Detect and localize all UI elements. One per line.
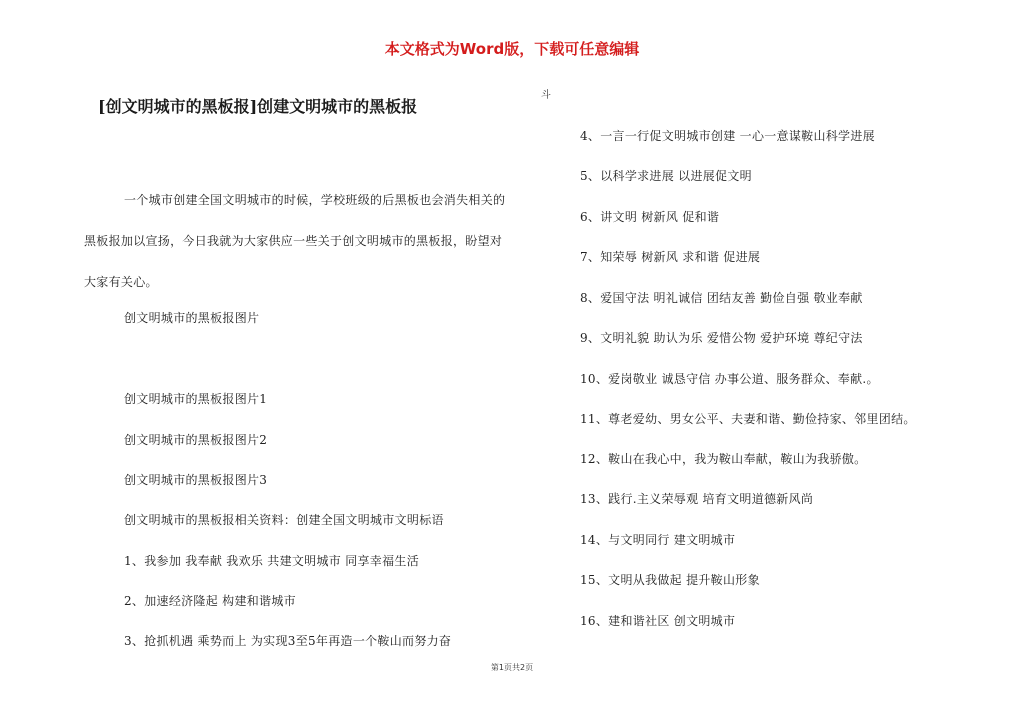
slogan-item: 3、抢抓机遇 乘势而上 为实现3至5年再造一个鞍山而努力奋 (124, 634, 452, 648)
slogan-item: 10、爱岗敬业 诚恳守信 办事公道、服务群众、奉献.。 (580, 372, 879, 386)
slogan-item: 1、我参加 我奉献 我欢乐 共建文明城市 同享幸福生活 (124, 554, 419, 568)
slogan-item: 7、知荣辱 树新风 求和谐 促进展 (580, 250, 761, 264)
slogan-item: 6、讲文明 树新风 促和谐 (580, 210, 720, 224)
intro-paragraph: 一个城市创建全国文明城市的时候，学校班级的后黑板也会消失相关的黑板报加以宣扬，今日我就为大家供应一些关于创文明城市的黑板报，盼望对大家有关心。 (84, 193, 506, 289)
page-number: 第1页共2页 (490, 663, 534, 672)
image-caption-2: 创文明城市的黑板报图片2 (124, 433, 268, 447)
image-caption-1: 创文明城市的黑板报图片1 (124, 392, 268, 406)
slogan-item: 9、文明礼貌 助认为乐 爱惜公物 爱护环境 尊纪守法 (580, 331, 863, 345)
slogan-item: 13、践行.主义荣辱观 培育文明道德新风尚 (580, 492, 814, 506)
slogan-item: 15、文明从我做起 提升鞍山形象 (580, 573, 760, 587)
slogan-item: 2、加速经济隆起 构建和谐城市 (124, 594, 296, 608)
word-format-banner: 本文格式为Word版，下载可任意编辑 (384, 40, 640, 58)
related-material-heading: 创文明城市的黑板报相关资料：创建全国文明城市文明标语 (124, 513, 444, 527)
image-caption-3: 创文明城市的黑板报图片3 (124, 473, 268, 487)
document-title: [创文明城市的黑板报]创建文明城市的黑板报 (98, 97, 418, 116)
slogan-item: 8、爱国守法 明礼诚信 团结友善 勤俭自强 敬业奉献 (580, 291, 863, 305)
image-caption: 创文明城市的黑板报图片 (124, 311, 260, 325)
slogan-item: 4、一言一行促文明城市创建 一心一意谋鞍山科学进展 (580, 129, 875, 143)
slogan-item: 14、与文明同行 建文明城市 (580, 533, 736, 547)
slogan-item: 12、鞍山在我心中，我为鞍山奉献，鞍山为我骄傲。 (580, 452, 867, 466)
slogan-item: 16、建和谐社区 创文明城市 (580, 614, 736, 628)
slogan-item: 5、以科学求进展 以进展促文明 (580, 169, 752, 183)
column-mark: 斗 (541, 90, 551, 101)
slogan-item: 11、尊老爱幼、男女公平、夫妻和谐、勤俭持家、邻里团结。 (580, 412, 916, 426)
